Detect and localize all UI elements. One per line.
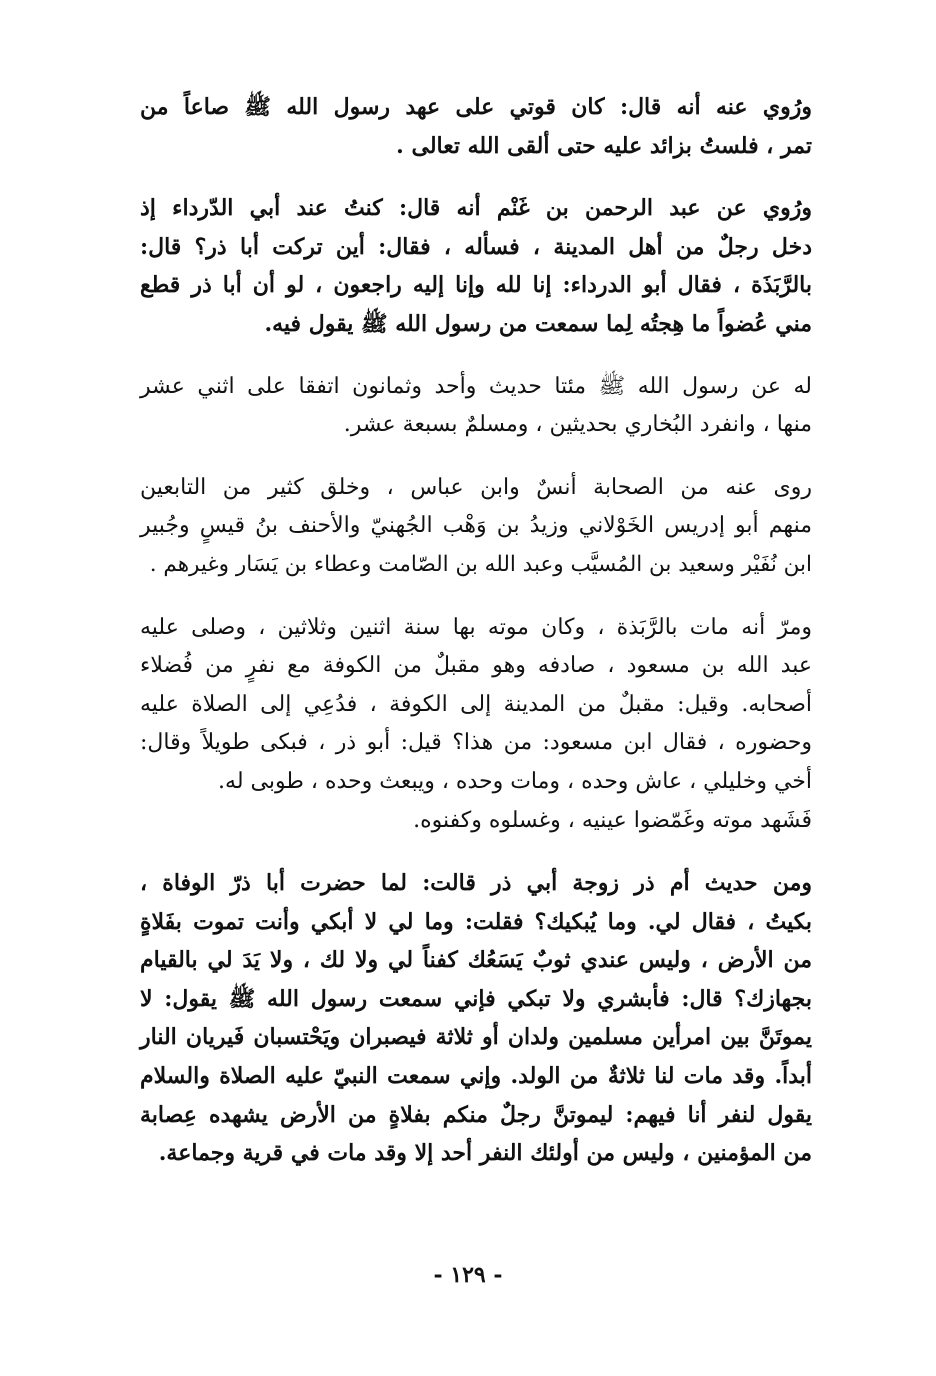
text-line: منها ، وانفرد البُخاري بحديثين ، ومسلمٌ بسبعة عشر. (343, 412, 812, 438)
paragraph-5 (140, 609, 812, 841)
text-line: فَشَهد موته وغَمّضوا عينيه ، وغسلوه وكفنوه. (413, 807, 812, 833)
paragraph-2 (140, 189, 812, 343)
text-line: بجهازك؟ قال: فأبشري ولا تبكي فإني سمعت رسول الله ﷺ يقول: لا (140, 985, 812, 1012)
text-line: ومن حديث أم ذر زوجة أبي ذر قالت: لما حضرت أبا ذرّ الوفاة ، (140, 870, 812, 897)
text-line: بكيتُ ، فقال لي. وما يُبكيك؟ فقلت: وما لي لا أبكي وأنت تموت بفَلاةٍ (140, 908, 812, 935)
text-line: دخل رجلٌ من أهل المدينة ، فسأله ، فقال: أين تركت أبا ذر؟ قال: (140, 233, 812, 260)
document-body (140, 88, 812, 1197)
text-line: أصحابه. وقيل: مقبلٌ من المدينة إلى الكوفة ، فدُعِي إلى الصلاة عليه (140, 691, 812, 717)
text-line: روى عنه من الصحابة أنسٌ وابن عباس ، وخلق كثير من التابعين (140, 474, 812, 500)
text-line: أبداً. وقد مات لنا ثلاثةٌ من الولد. وإني سمعت النبيّ عليه الصلاة والسلام (140, 1063, 812, 1090)
text-line: من الأرض ، وليس عندي ثوبٌ يَسَعُك كفناً لي ولا لك ، ولا يَدَ لي بالقيام (140, 947, 812, 974)
text-line: عبد الله بن مسعود ، صادفه وهو مقبلٌ من الكوفة مع نفرٍ من فُضلاء (140, 653, 812, 679)
text-line: منهم أبو إدريس الخَوْلاني وزيدُ بن وَهْب الجُهنيّ والأحنف بنُ قيسٍ وجُبير (140, 513, 812, 539)
text-line: أخي وخليلي ، عاش وحده ، ومات وحده ، ويبعث وحده ، طوبى له. (218, 768, 812, 794)
text-line: ورُوي عنه أنه قال: كان قوتي على عهد رسول الله ﷺ صاعاً من (140, 94, 812, 120)
page-number: - ١٢٩ - (433, 1262, 503, 1288)
paragraph-6 (140, 864, 812, 1173)
text-line: يقول لنفر أنا فيهم: ليموتنَّ رجلٌ منكم بفلاةٍ من الأرض يشهده عِصابة (140, 1101, 812, 1128)
paragraph-3 (140, 368, 812, 445)
text-line: وحضوره ، فقال ابن مسعود: من هذا؟ قيل: أبو ذر ، فبكى طويلاً وقال: (140, 730, 812, 756)
text-line: بالرَّبَذَة ، فقال أبو الدرداء: إنا لله وإنا إليه راجعون ، لو أن أبا ذر قطع (140, 272, 812, 299)
text-line: من المؤمنين ، وليس من أولئك النفر أحد إلا وقد مات في قرية وجماعة. (158, 1140, 812, 1167)
text-line: يموتَنَّ بين امرأين مسلمين ولدان أو ثلاثة فيصبران ويَحْتسبان فَيريان النار (140, 1024, 812, 1051)
text-line: له عن رسول الله ﷺ مئتا حديث وأحد وثمانون اتفقا على اثني عشر (140, 373, 812, 399)
paragraph-4 (140, 469, 812, 585)
paragraph-1 (140, 88, 812, 165)
text-line: ابن نُفَيْر وسعيد بن المُسيَّب وعبد الله بن الصّامت وعطاء بن يَسَار وغيرهم . (149, 551, 812, 577)
text-line: تمر ، فلستُ بزائد عليه حتى ألقى الله تعالى . (396, 132, 812, 159)
text-line: ورُوي عن عبد الرحمن بن غَنْم أنه قال: كنتُ عند أبي الدّرداء إذ (140, 195, 812, 222)
text-line: مني عُضواً ما هِجتُه لِما سمعت من رسول الله ﷺ يقول فيه. (264, 310, 812, 337)
text-line: ومرّ أنه مات بالرَّبَذة ، وكان موته بها سنة اثنين وثلاثين ، وصلى عليه (140, 614, 812, 640)
